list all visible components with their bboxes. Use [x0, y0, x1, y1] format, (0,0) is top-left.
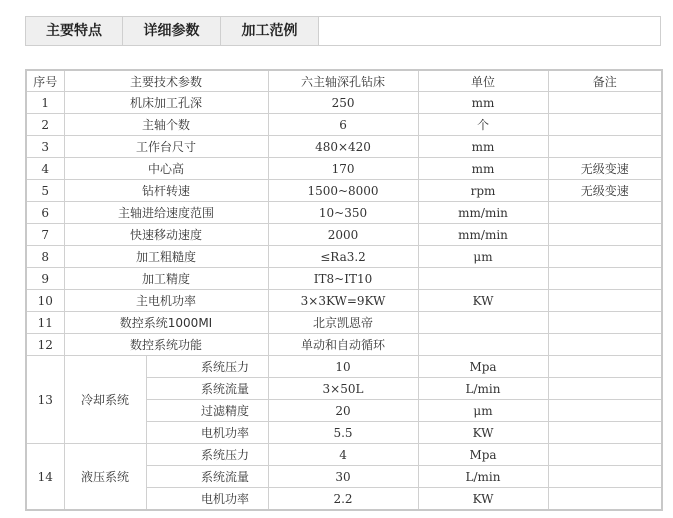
table-row	[26, 136, 662, 158]
param-value: 单动和自动循环	[268, 334, 418, 356]
param-unit: L/min	[418, 466, 548, 488]
group-name: 液压系统	[64, 444, 146, 511]
param-unit: μm	[418, 400, 548, 422]
param-name: 中心高	[64, 158, 268, 180]
param-name: 过滤精度	[146, 400, 268, 422]
param-value: 30	[268, 466, 418, 488]
param-name: 机床加工孔深	[64, 92, 268, 114]
param-name: 系统流量	[146, 378, 268, 400]
param-note	[548, 334, 662, 356]
param-note	[548, 312, 662, 334]
table-row	[26, 158, 662, 180]
param-unit	[418, 334, 548, 356]
header-cell: 六主轴深孔钻床	[268, 70, 418, 92]
param-value: 20	[268, 400, 418, 422]
param-unit: Mpa	[418, 356, 548, 378]
param-value: 5.5	[268, 422, 418, 444]
param-note	[548, 356, 662, 378]
param-value: 170	[268, 158, 418, 180]
tab-processing-examples[interactable]: 加工范例	[221, 17, 319, 45]
param-note	[548, 136, 662, 158]
row-number: 4	[26, 158, 64, 180]
header-cell: 备注	[548, 70, 662, 92]
tab-bar	[25, 16, 661, 46]
param-note	[548, 290, 662, 312]
param-value: 250	[268, 92, 418, 114]
param-value: 10~350	[268, 202, 418, 224]
param-value: 4	[268, 444, 418, 466]
param-note: 无级变速	[548, 180, 662, 202]
param-name: 系统压力	[146, 356, 268, 378]
param-name: 工作台尺寸	[64, 136, 268, 158]
row-number: 6	[26, 202, 64, 224]
spec-table	[25, 69, 663, 511]
param-unit: mm/min	[418, 224, 548, 246]
row-number: 1	[26, 92, 64, 114]
param-unit: KW	[418, 290, 548, 312]
table-row	[26, 356, 662, 378]
row-number: 11	[26, 312, 64, 334]
param-note	[548, 400, 662, 422]
param-name: 钻杆转速	[64, 180, 268, 202]
table-row	[26, 268, 662, 290]
param-name: 电机功率	[146, 422, 268, 444]
param-note	[548, 92, 662, 114]
param-unit: mm	[418, 92, 548, 114]
table-header-row	[26, 70, 662, 92]
param-note	[548, 444, 662, 466]
row-number: 10	[26, 290, 64, 312]
table-row	[26, 334, 662, 356]
param-note	[548, 224, 662, 246]
param-name: 数控系统1000MI	[64, 312, 268, 334]
param-name: 数控系统功能	[64, 334, 268, 356]
param-value: IT8~IT10	[268, 268, 418, 290]
param-unit: KW	[418, 422, 548, 444]
param-value: ≤Ra3.2	[268, 246, 418, 268]
param-name: 主电机功率	[64, 290, 268, 312]
row-number: 12	[26, 334, 64, 356]
param-unit: L/min	[418, 378, 548, 400]
param-unit	[418, 312, 548, 334]
row-number: 13	[26, 356, 64, 444]
param-name: 系统流量	[146, 466, 268, 488]
param-note	[548, 202, 662, 224]
row-number: 14	[26, 444, 64, 511]
param-name: 加工粗糙度	[64, 246, 268, 268]
param-note	[548, 466, 662, 488]
table-row	[26, 202, 662, 224]
tab-main-features[interactable]: 主要特点	[26, 17, 123, 45]
param-unit: mm	[418, 158, 548, 180]
param-unit	[418, 268, 548, 290]
table-row	[26, 114, 662, 136]
param-value: 10	[268, 356, 418, 378]
param-name: 主轴个数	[64, 114, 268, 136]
param-value: 2.2	[268, 488, 418, 511]
table-row	[26, 246, 662, 268]
param-unit: mm	[418, 136, 548, 158]
param-name: 快速移动速度	[64, 224, 268, 246]
param-note	[548, 114, 662, 136]
group-name: 冷却系统	[64, 356, 146, 444]
param-value: 2000	[268, 224, 418, 246]
param-name: 电机功率	[146, 488, 268, 511]
param-note	[548, 246, 662, 268]
param-note	[548, 488, 662, 511]
header-cell: 单位	[418, 70, 548, 92]
table-row	[26, 312, 662, 334]
row-number: 8	[26, 246, 64, 268]
param-unit: mm/min	[418, 202, 548, 224]
row-number: 3	[26, 136, 64, 158]
row-number: 7	[26, 224, 64, 246]
param-note	[548, 422, 662, 444]
param-unit: rpm	[418, 180, 548, 202]
param-unit: KW	[418, 488, 548, 511]
row-number: 5	[26, 180, 64, 202]
header-cell: 主要技术参数	[64, 70, 268, 92]
param-value: 480×420	[268, 136, 418, 158]
table-row	[26, 290, 662, 312]
param-note	[548, 378, 662, 400]
param-unit: 个	[418, 114, 548, 136]
param-unit: μm	[418, 246, 548, 268]
param-value: 3×3KW=9KW	[268, 290, 418, 312]
param-value: 1500~8000	[268, 180, 418, 202]
table-row	[26, 224, 662, 246]
param-name: 系统压力	[146, 444, 268, 466]
param-note	[548, 268, 662, 290]
param-name: 加工精度	[64, 268, 268, 290]
row-number: 2	[26, 114, 64, 136]
param-value: 6	[268, 114, 418, 136]
param-note: 无级变速	[548, 158, 662, 180]
table-row	[26, 444, 662, 466]
param-value: 3×50L	[268, 378, 418, 400]
table-row	[26, 92, 662, 114]
param-value: 北京凯恩帝	[268, 312, 418, 334]
row-number: 9	[26, 268, 64, 290]
header-cell: 序号	[26, 70, 64, 92]
param-name: 主轴进给速度范围	[64, 202, 268, 224]
tab-detailed-params[interactable]: 详细参数	[123, 17, 221, 45]
table-row	[26, 180, 662, 202]
param-unit: Mpa	[418, 444, 548, 466]
